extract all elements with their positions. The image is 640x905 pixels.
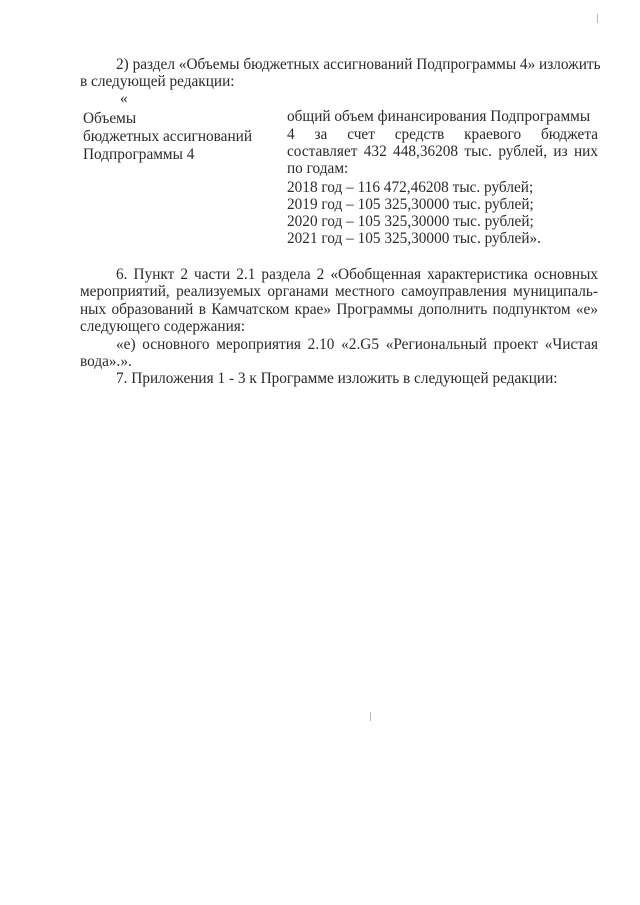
table-right-line: 2020 год – 105 325,30000 тыс. рублей; <box>287 213 534 230</box>
item7-line1: 7. Приложения 1 - 3 к Программе изложить в следующей редакции: <box>116 370 558 387</box>
opening-quote: « <box>120 90 128 107</box>
item6-line3: ных образований в Камчатском крае» Программы дополнить подпунктом «е» <box>80 301 598 318</box>
table-left-line: Объемы <box>83 110 137 127</box>
scan-speck <box>370 712 371 721</box>
scan-speck <box>597 14 598 23</box>
table-left-line: Подпрограммы 4 <box>83 146 195 163</box>
table-right-line: 2021 год – 105 325,30000 тыс. рублей». <box>287 230 541 247</box>
item6-line2: мероприятий, реализуемых органами местного самоуправления муниципаль- <box>80 283 598 300</box>
table-right-line: по годам: <box>287 160 349 177</box>
section2-line2: в следующей редакции: <box>80 73 235 90</box>
table-right-line: составляет 432 448,36208 тыс. рублей, из них <box>287 143 598 160</box>
table-right-line: 2018 год – 116 472,46208 тыс. рублей; <box>287 179 534 196</box>
item6-line4: следующего содержания: <box>80 318 246 335</box>
section2-line1: 2) раздел «Объемы бюджетных ассигнований Подпрограммы 4» изложить <box>116 56 601 73</box>
table-right-line: 4 за счет средств краевого бюджета <box>287 126 598 143</box>
table-right-line: общий объем финансирования Подпрограммы <box>287 108 591 125</box>
table-right-line: 2019 год – 105 325,30000 тыс. рублей; <box>287 196 534 213</box>
item6-line5: «е) основного мероприятия 2.10 «2.G5 «Региональный проект «Чистая <box>116 336 598 353</box>
item6-line6: вода».». <box>80 353 132 370</box>
table-left-line: бюджетных ассигнований <box>83 128 253 145</box>
item6-line1: 6. Пункт 2 части 2.1 раздела 2 «Обобщенная характеристика основных <box>116 266 598 283</box>
